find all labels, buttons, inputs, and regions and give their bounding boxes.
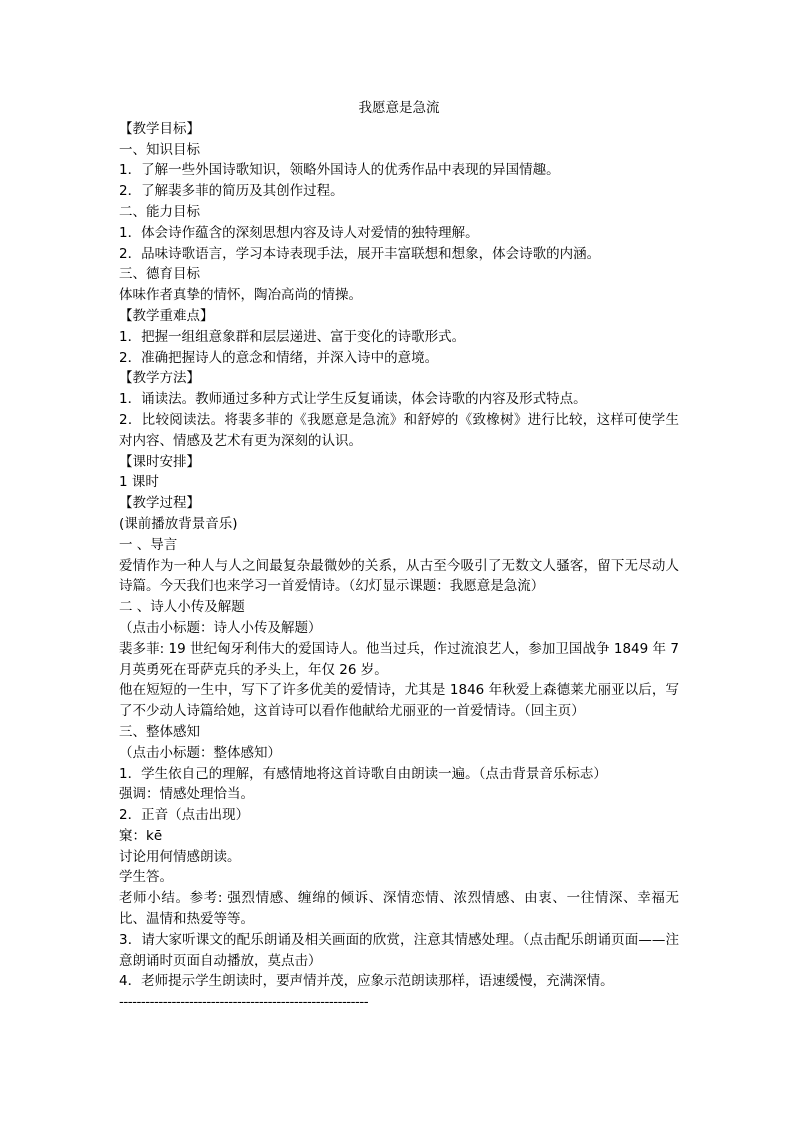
list-item: 2．正音（点击出现） — [119, 807, 250, 824]
section-heading-objectives: 【教学目标】 — [119, 120, 200, 137]
section-heading-methods: 【教学方法】 — [119, 370, 200, 387]
list-item: 1．学生依自己的理解，有感情地将这首诗歌自由朗读一遍。（点击背景音乐标志） — [119, 765, 607, 782]
paragraph: 窠：kē — [119, 827, 163, 844]
section-heading-process: 【教学过程】 — [119, 495, 200, 512]
list-item: 1．把握一组组意象群和层层递进、富于变化的诗歌形式。 — [119, 328, 466, 345]
list-item: 1．体会诗作蕴含的深刻思想内容及诗人对爱情的独特理解。 — [119, 224, 479, 241]
document-page — [119, 98, 679, 1013]
paragraph: （点击小标题：整体感知） — [119, 744, 281, 761]
section-heading-schedule: 【课时安排】 — [119, 453, 200, 470]
list-item: 1．了解一些外国诗歌知识，领略外国诗人的优秀作品中表现的异国情趣。 — [119, 162, 560, 179]
list-item: 2．准确把握诗人的意念和情绪，并深入诗中的意境。 — [119, 349, 439, 366]
paragraph: (课前播放背景音乐) — [119, 515, 238, 532]
list-item: 2．比较阅读法。将裴多菲的《我愿意是急流》和舒婷的《致橡树》进行比较，这样可使学生对内容、情感及艺术有更为深刻的认识。 — [119, 411, 679, 449]
subheading-moral: 三、德育目标 — [119, 266, 200, 283]
paragraph: （点击小标题：诗人小传及解题） — [119, 619, 322, 636]
document-title: 我愿意是急流 — [358, 100, 440, 116]
paragraph: 体味作者真挚的情怀，陶冶高尚的情操。 — [119, 287, 362, 304]
paragraph: 学生答。 — [119, 869, 173, 886]
subheading-intro: 一 、导言 — [119, 536, 178, 553]
list-item: 2．了解裴多菲的简历及其创作过程。 — [119, 183, 344, 200]
document-body — [119, 119, 679, 1013]
section-heading-key-points: 【教学重难点】 — [119, 307, 214, 324]
paragraph: 裴多菲: 19 世纪匈牙利伟大的爱国诗人。他当过兵，作过流浪艺人，参加卫国战争 1849 年 7 月英勇死在哥萨克兵的矛头上，年仅 26 岁。 — [119, 640, 679, 678]
list-item: 2．品味诗歌语言，学习本诗表现手法，展开丰富联想和想象，体会诗歌的内涵。 — [119, 245, 601, 262]
paragraph: 1 课时 — [119, 474, 159, 491]
paragraph: 他在短短的一生中，写下了许多优美的爱情诗，尤其是 1846 年秋爱上森德莱尤丽亚以后，写了不少动人诗篇给她，这首诗可以看作他献给尤丽亚的一首爱情诗。（回主页） — [119, 682, 679, 720]
subheading-poet-bio: 二 、诗人小传及解题 — [119, 599, 245, 616]
subheading-knowledge: 一、知识目标 — [119, 141, 200, 158]
paragraph: 爱情作为一种人与人之间最复杂最微妙的关系，从古至今吸引了无数文人骚客，留下无尽动人诗篇。今天我们也来学习一首爱情诗。（幻灯显示课题：我愿意是急流） — [119, 557, 679, 595]
list-item: 4．老师提示学生朗读时，要声情并茂，应象示范朗读那样，语速缓慢，充满深情。 — [119, 973, 614, 990]
dashed-divider: --------------------------------------------------------- — [119, 994, 369, 1011]
paragraph: 老师小结。参考: 强烈情感、缠绵的倾诉、深情恋情、浓烈情感、由衷、一往情深、幸福无比、温情和热爱等等。 — [119, 890, 679, 928]
paragraph: 强调：情感处理恰当。 — [119, 786, 254, 803]
subheading-ability: 二、能力目标 — [119, 203, 200, 220]
list-item: 3．请大家听课文的配乐朗诵及相关画面的欣赏，注意其情感处理。（点击配乐朗诵页面——注意朗诵时页面自动播放，莫点击） — [119, 931, 679, 969]
list-item: 1．诵读法。教师通过多种方式让学生反复诵读，体会诗歌的内容及形式特点。 — [119, 391, 587, 408]
subheading-overall: 三、整体感知 — [119, 723, 200, 740]
paragraph: 讨论用何情感朗读。 — [119, 848, 241, 865]
